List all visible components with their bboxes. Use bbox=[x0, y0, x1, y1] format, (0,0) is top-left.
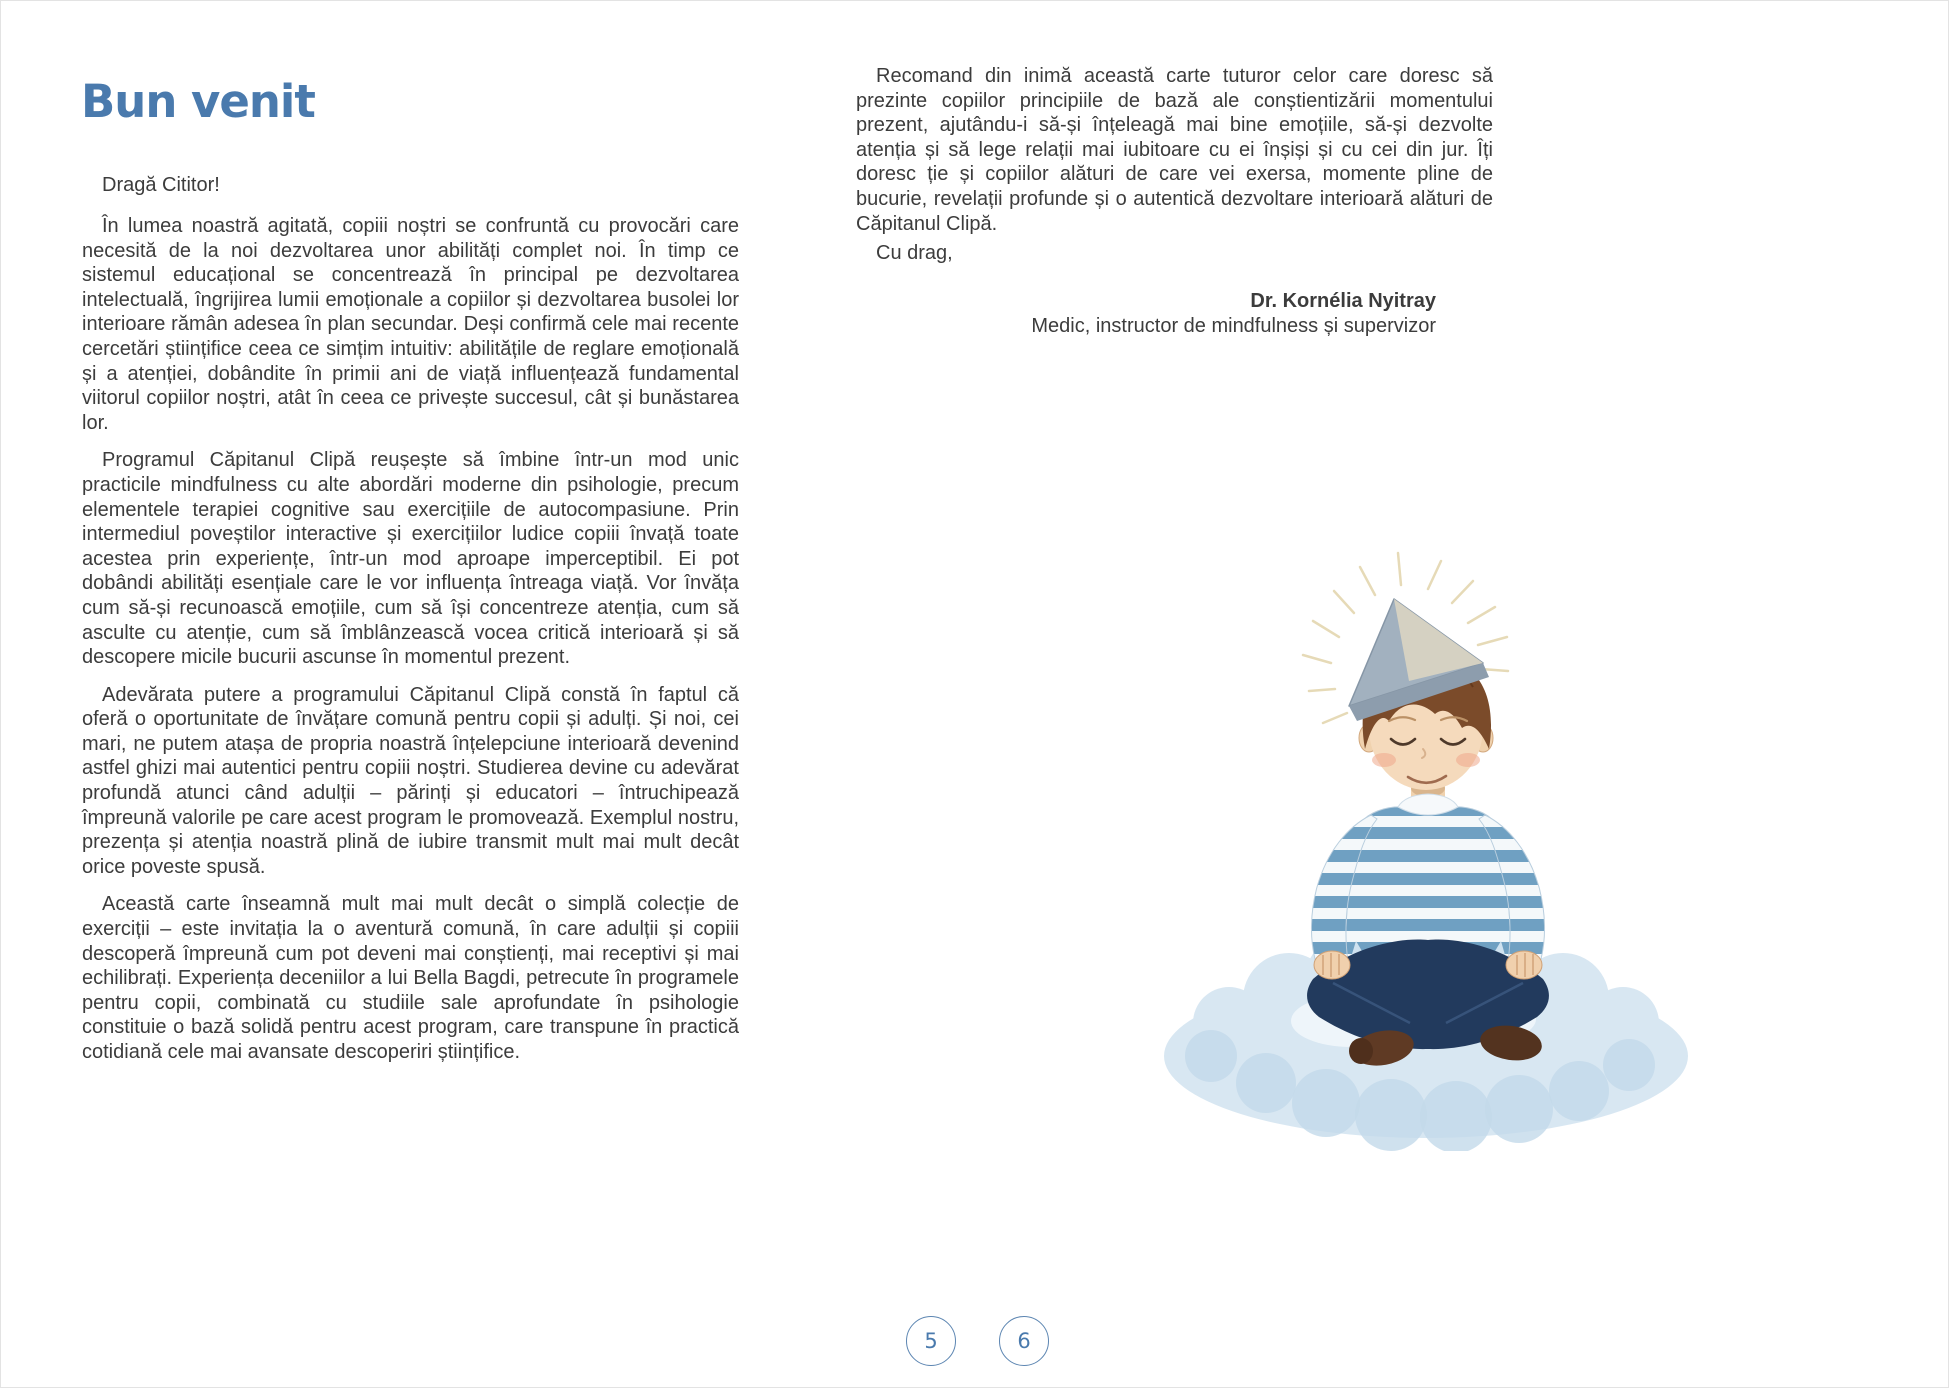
body-paragraph: Această carte înseamnă mult mai mult decât o simplă colecție de exerciții – este invitația la o aventură comună, în care adulții și copiii descoperă împreună cum pot deveni mai conștienți, mai receptivi și mai echilibrați. Experiența deceniilor a lui Bella Bagdi, petrecute în programele pentru copii, combinată cu studiile sale aprofundate în psihologie constituie o bază solidă pentru acest program, care transpune în practică cotidiană cele mai avansate descoperiri științifice. bbox=[82, 893, 739, 1063]
page-number-left: 5 bbox=[906, 1316, 956, 1366]
signature-role: Medic, instructor de mindfulness și supervizor bbox=[1031, 315, 1436, 337]
boy-figure bbox=[1307, 599, 1549, 1070]
body-paragraph: Programul Căpitanul Clipă reușește să îmbine într-un mod unic practicile mindfulness cu alte abordări moderne din psihologie, precum elementele terapiei cognitive sau exercițiile de autocompasiune. Prin intermediul poveștilor interactive și exercițiilor ludice copiii învață toate acestea prin experiențe, într-un mod aproape imperceptibil. Ei pot dobândi abilități esențiale care le vor influența întreaga viață. Vor învăța cum să-și recunoască emoțiile, cum să își concentreze atenția, cum să asculte cu atenție, cum să îmblânzească vocea critică interioară și să descopere micile bucurii ascunse în momentul prezent. bbox=[82, 449, 739, 669]
page-title: Bun venit bbox=[81, 75, 315, 128]
boy-meditating-on-cloud-illustration bbox=[1151, 551, 1696, 1151]
body-paragraph: Adevărata putere a programului Căpitanul Clipă constă în faptul că oferă o oportunitate de învățare comună pentru copii și adulți. Și noi, cei mari, ne putem atașa de propria noastră înțelepciune interioară devenind astfel ghizi mai autentici pentru copiii noștri. Studierea devine cu adevărat profundă atunci când adulții – părinți și educatori – întruchipează împreună valorile pe care acest program le promovează. Exemplul nostru, prezența și atenția noastră plină de iubire transmit mult mai mult decât orice poveste spusă. bbox=[82, 683, 739, 878]
left-page-body bbox=[82, 214, 739, 1078]
greeting-line: Dragă Cititor! bbox=[102, 174, 220, 196]
closing-line: Cu drag, bbox=[876, 242, 953, 264]
signature-name: Dr. Kornélia Nyitray bbox=[1250, 290, 1436, 312]
body-paragraph: În lumea noastră agitată, copiii noștri se confruntă cu provocări care necesită de la noi dezvoltarea unor abilități complet noi. În timp ce sistemul educațional se concentrează în principal pe dezvoltarea intelectuală, îngrijirea lumii emoționale a copiilor și dezvoltarea busolei lor interioare rămân adesea în plan secundar. Deși confirmă cele mai recente cercetări științifice ceea ce simțim intuitiv: abilitățile de reglare emoțională și a atenției, dobândite în primii ani de viață influențează fundamental viitorul copiilor noștri, atât în ceea ce privește succesul, cât și bunăstarea lor. bbox=[82, 215, 739, 434]
page-number-right: 6 bbox=[999, 1316, 1049, 1366]
recommendation-paragraph: Recomand din inimă această carte tuturor celor care doresc să prezinte copiilor principiile de bază ale conștientizării momentului prezent, ajutându-i să-și înțeleagă mai bine emoțiile, să-și dezvolte atenția și să lege relații mai iubitoare cu ei înșiși și cu cei din jur. Îți doresc ție și copiilor alături de care vei exersa, momente pline de bucurie, revelații profunde și o autentică dezvoltare interioară alături de Căpitanul Clipă. bbox=[856, 65, 1493, 235]
signature-block bbox=[856, 289, 1436, 339]
